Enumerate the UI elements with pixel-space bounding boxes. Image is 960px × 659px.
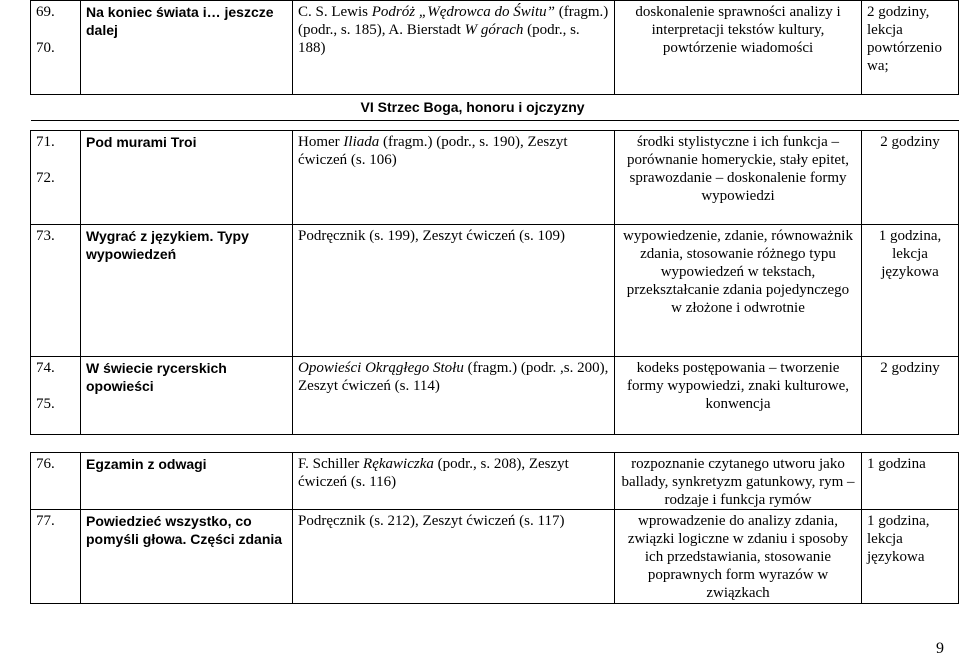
lesson-number: 74. 75. <box>31 357 81 435</box>
lesson-number: 71. 72. <box>31 131 81 225</box>
lesson-goals: kodeks postępowania – tworzenie formy wypowiedzi, znaki kulturowe, konwencja <box>615 357 862 435</box>
lesson-table-middle <box>30 130 959 435</box>
lesson-title: Egzamin z odwagi <box>81 453 293 510</box>
table-row <box>31 225 959 357</box>
table-row <box>31 510 959 604</box>
lesson-hours: 1 godzina <box>862 453 959 510</box>
page-number: 9 <box>936 640 944 657</box>
lesson-texts: Podręcznik (s. 212), Zeszyt ćwiczeń (s. 117) <box>293 510 615 604</box>
lesson-goals: rozpoznanie czytanego utworu jako ballady, synkretyzm gatunkowy, rym – rodzaje i funkcja rymów <box>615 453 862 510</box>
lesson-title: Na koniec świata i… jeszcze dalej <box>81 1 293 95</box>
lesson-table-top <box>30 0 959 121</box>
lesson-title: Wygrać z językiem. Typy wypowiedzeń <box>81 225 293 357</box>
table-row <box>31 453 959 510</box>
lesson-texts: Homer Iliada (fragm.) (podr., s. 190), Zeszyt ćwiczeń (s. 106) <box>293 131 615 225</box>
table-row <box>31 357 959 435</box>
lesson-hours: 2 godziny <box>862 357 959 435</box>
lesson-texts: Podręcznik (s. 199), Zeszyt ćwiczeń (s. 109) <box>293 225 615 357</box>
lesson-texts: F. Schiller Rękawiczka (podr., s. 208), Zeszyt ćwiczeń (s. 116) <box>293 453 615 510</box>
lesson-title: W świecie rycerskich opowieści <box>81 357 293 435</box>
lesson-hours: 2 godziny <box>862 131 959 225</box>
section-title: VI Strzec Boga, honoru i ojczyzny <box>31 95 959 121</box>
lesson-goals: doskonalenie sprawności analizy i interpretacji tekstów kultury, powtórzenie wiadomości <box>615 1 862 95</box>
lesson-goals: wypowiedzenie, zdanie, równoważnik zdania, stosowanie różnego typu wypowiedzeń w tekstach, przekształcanie zdania pojedynczego w złożone i odwrotnie <box>615 225 862 357</box>
lesson-number: 73. <box>31 225 81 357</box>
lesson-title: Powiedzieć wszystko, co pomyśli głowa. Części zdania <box>81 510 293 604</box>
lesson-title: Pod murami Troi <box>81 131 293 225</box>
lesson-number: 76. <box>31 453 81 510</box>
lesson-texts: C. S. Lewis Podróż „Wędrowca do Świtu” (fragm.) (podr., s. 185), A. Bierstadt W górach (podr., s. 188) <box>293 1 615 95</box>
section-row <box>31 95 959 121</box>
lesson-hours: 2 godziny, lekcja powtórzenio wa; <box>862 1 959 95</box>
lesson-number: 69. 70. <box>31 1 81 95</box>
table-row <box>31 131 959 225</box>
lesson-table-bottom <box>30 452 959 604</box>
table-row <box>31 1 959 95</box>
lesson-hours: 1 godzina, lekcja językowa <box>862 510 959 604</box>
lesson-number: 77. <box>31 510 81 604</box>
lesson-hours: 1 godzina, lekcja językowa <box>862 225 959 357</box>
lesson-goals: środki stylistyczne i ich funkcja – porównanie homeryckie, stały epitet, sprawozdanie – doskonalenie formy wypowiedzi <box>615 131 862 225</box>
lesson-goals: wprowadzenie do analizy zdania, związki logiczne w zdaniu i sposoby ich przedstawiania, stosowanie poprawnych form wyrazów w związkach <box>615 510 862 604</box>
lesson-texts: Opowieści Okrągłego Stołu (fragm.) (podr. ,s. 200), Zeszyt ćwiczeń (s. 114) <box>293 357 615 435</box>
